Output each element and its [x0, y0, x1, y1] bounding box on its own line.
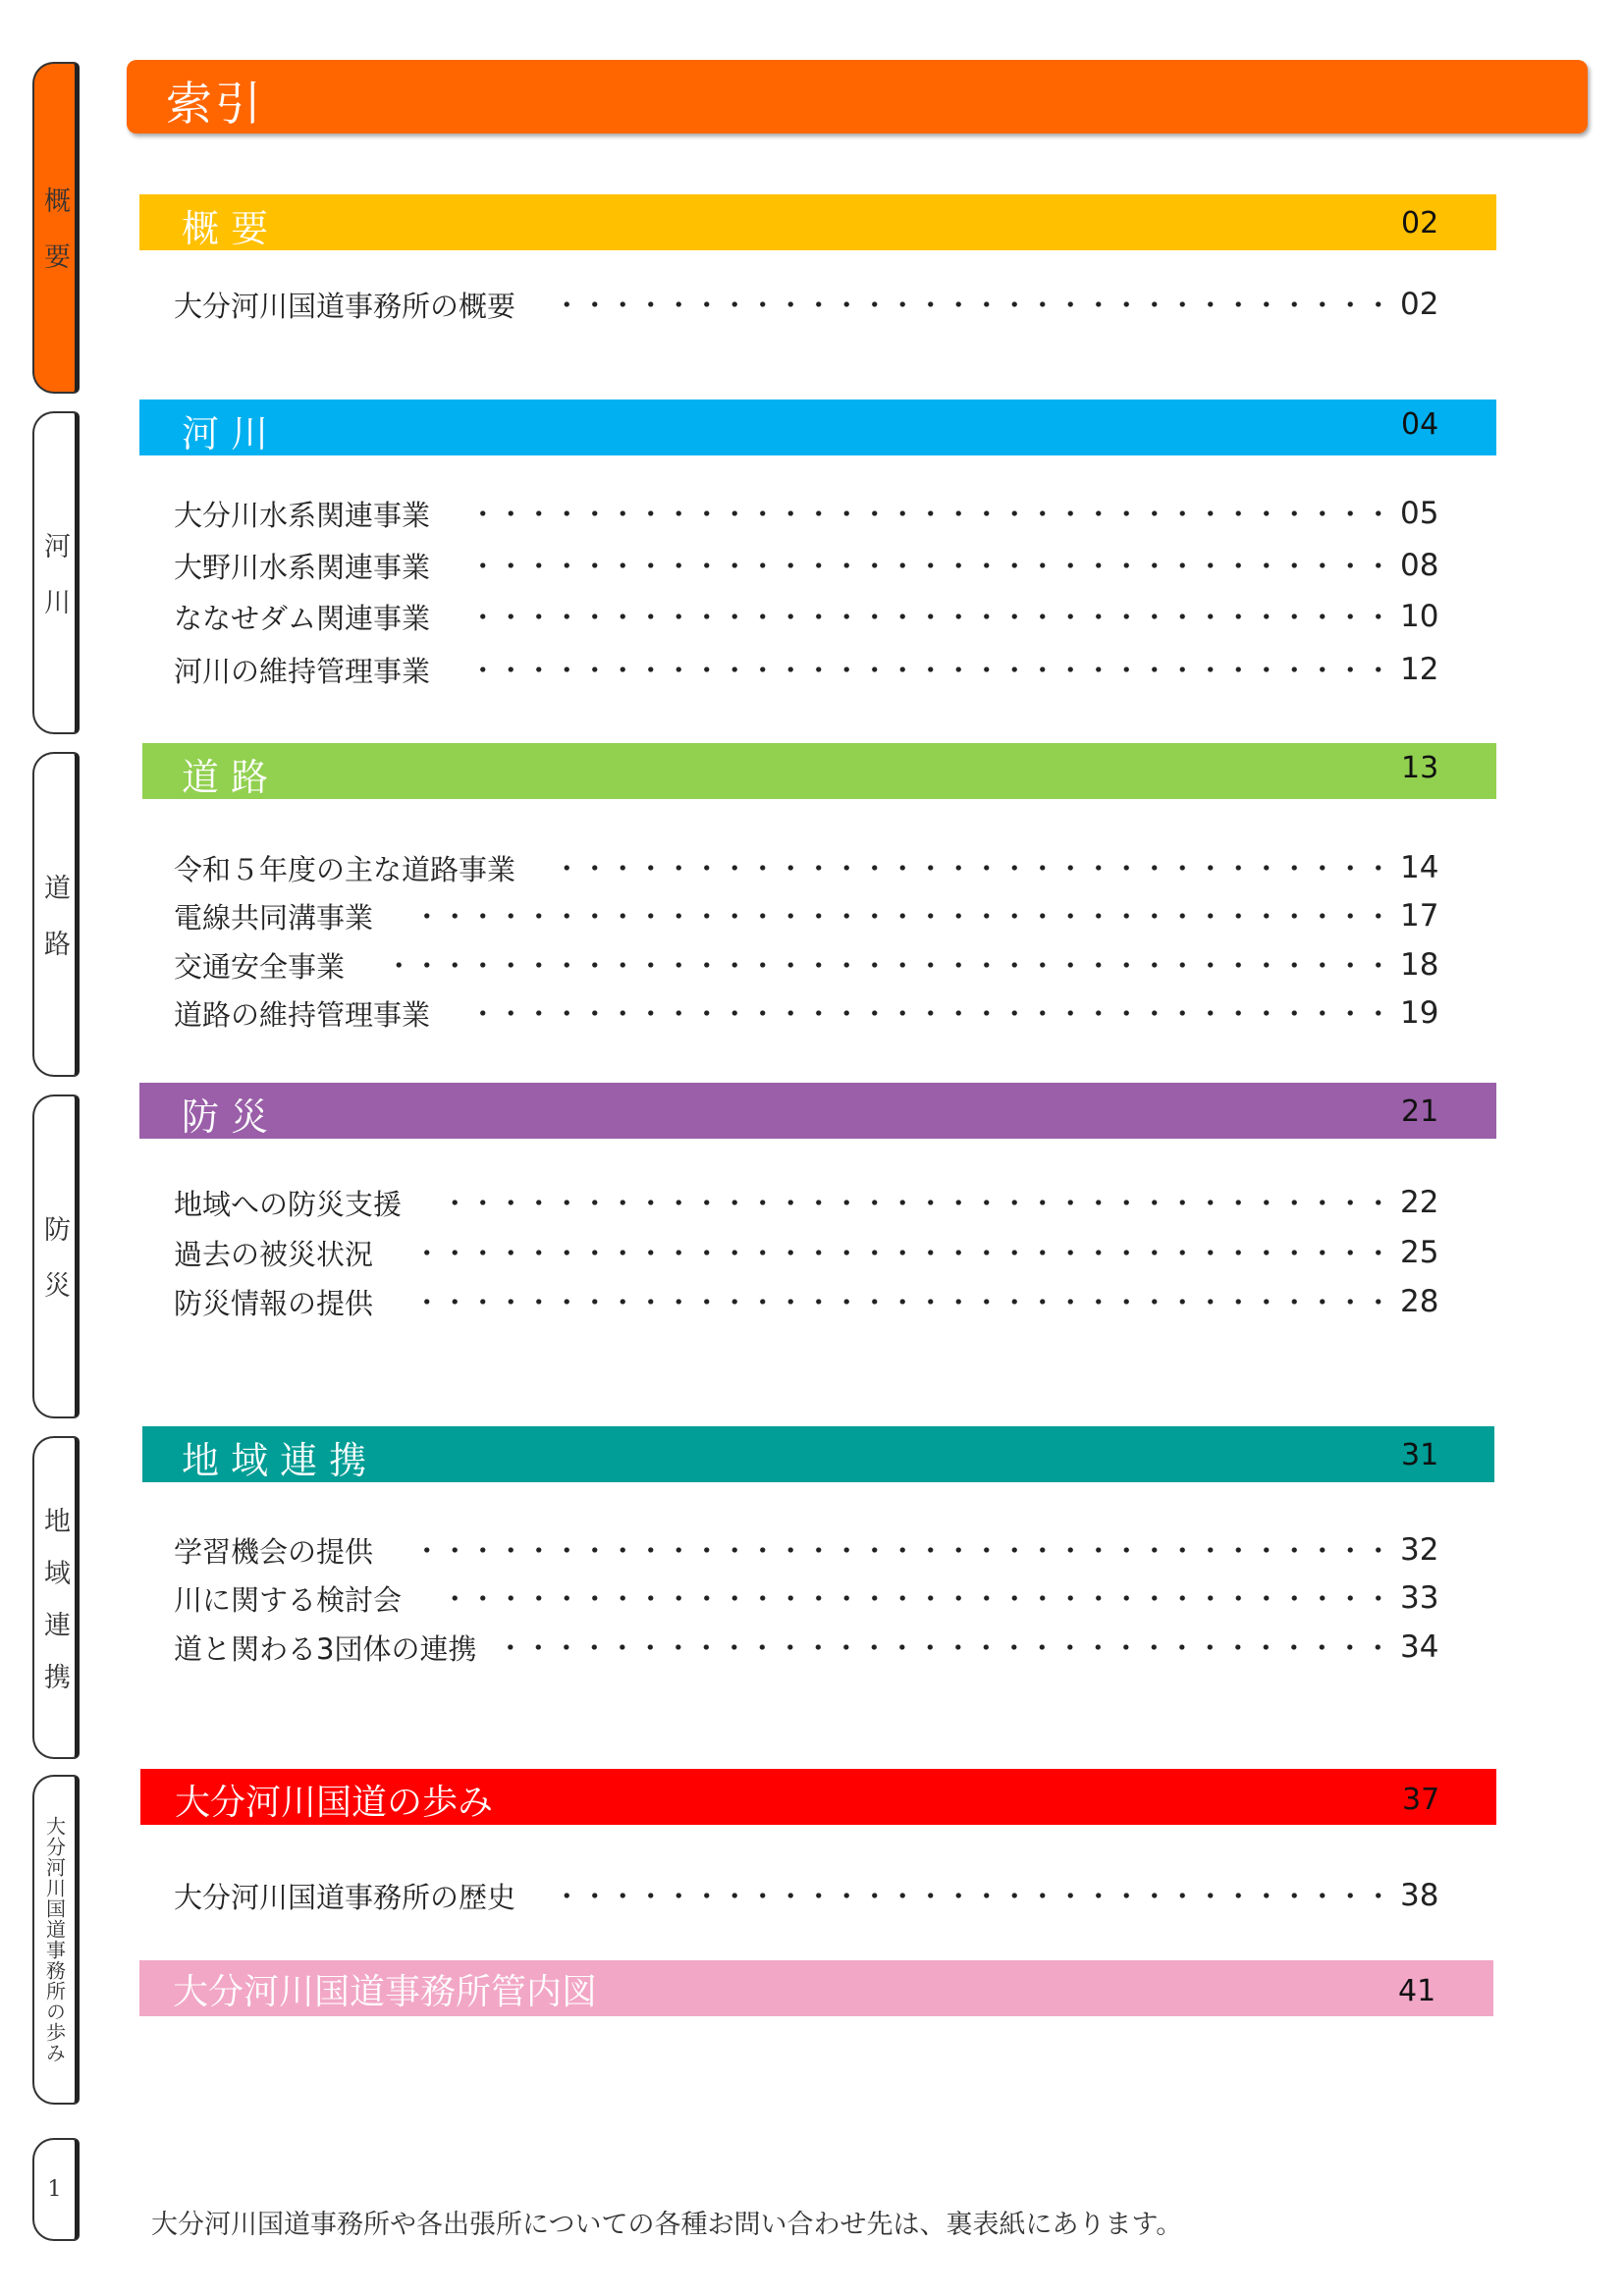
- dot-leader: [460, 510, 1392, 516]
- entry-label: 過去の被災状況: [174, 1237, 374, 1271]
- entry-label: 道と関わる3団体の連携: [174, 1631, 477, 1666]
- dot-leader: [431, 1200, 1392, 1205]
- entry-label: 地域への防災支援: [174, 1187, 403, 1221]
- section-title: 河 川: [182, 412, 269, 455]
- tab-label: 道路: [39, 873, 70, 986]
- section-title: 大分河川国道事務所管内図: [173, 1972, 598, 2012]
- entry-page: 28: [1400, 1284, 1439, 1319]
- page-number: 1: [47, 2176, 62, 2202]
- entry-page: 12: [1400, 652, 1439, 687]
- entry-label: 河川の維持管理事業: [174, 654, 431, 688]
- tab-label: 地域連携: [39, 1506, 70, 1715]
- section-bar-jurisdiction-map[interactable]: [139, 1960, 1493, 2016]
- entry-label: 大分河川国道事務所の概要: [174, 289, 516, 323]
- section-bar-regional-cooperation[interactable]: [142, 1426, 1494, 1482]
- entry-label: ななせダム関連事業: [174, 601, 431, 635]
- entry-page: 08: [1400, 548, 1439, 583]
- list-item[interactable]: [174, 1628, 1447, 1667]
- entry-label: 防災情報の提供: [174, 1286, 374, 1320]
- section-page: 13: [1401, 751, 1439, 785]
- list-item[interactable]: [174, 945, 1447, 985]
- entry-page: 19: [1400, 995, 1439, 1031]
- dot-leader: [545, 865, 1392, 871]
- section-title: 道 路: [182, 756, 269, 799]
- tab-label: 概要: [39, 187, 70, 298]
- entry-page: 02: [1400, 287, 1439, 322]
- list-item[interactable]: [174, 1282, 1447, 1321]
- entry-label: 令和５年度の主な道路事業: [174, 852, 516, 886]
- list-item[interactable]: [174, 494, 1447, 533]
- section-bar-disaster-prevention[interactable]: [139, 1083, 1496, 1139]
- tab-label: 大分河川国道事務所の歩み: [42, 1816, 67, 2063]
- entry-page: 32: [1400, 1532, 1439, 1568]
- section-page: 04: [1401, 407, 1439, 442]
- list-item[interactable]: [174, 1876, 1447, 1915]
- dot-leader: [374, 962, 1392, 968]
- list-item[interactable]: [174, 1530, 1447, 1570]
- list-item[interactable]: [174, 1578, 1447, 1618]
- entry-label: 大野川水系関連事業: [174, 550, 431, 584]
- section-title: 防 災: [182, 1095, 269, 1139]
- entry-page: 38: [1400, 1878, 1439, 1913]
- tab-regional-cooperation[interactable]: [32, 1436, 80, 1759]
- dot-leader: [460, 1010, 1392, 1016]
- tab-overview[interactable]: [32, 62, 80, 394]
- list-item[interactable]: [174, 546, 1447, 585]
- section-title: 大分河川国道の歩み: [175, 1783, 494, 1823]
- tab-label: 防災: [39, 1215, 70, 1327]
- footer-note: 大分河川国道事務所や各出張所についての各種お問い合わせ先は、裏表紙にあります。: [151, 2210, 1183, 2240]
- list-item[interactable]: [174, 650, 1447, 689]
- dot-leader: [403, 1250, 1392, 1255]
- entry-page: 17: [1400, 898, 1439, 934]
- section-page: 31: [1401, 1438, 1439, 1472]
- dot-leader: [545, 1893, 1392, 1898]
- entry-label: 学習機会の提供: [174, 1534, 374, 1569]
- entry-page: 22: [1400, 1185, 1439, 1220]
- list-item[interactable]: [174, 896, 1447, 935]
- entry-page: 33: [1400, 1580, 1439, 1616]
- entry-page: 10: [1400, 599, 1439, 634]
- section-bar-history[interactable]: [140, 1769, 1496, 1825]
- list-item[interactable]: [174, 848, 1447, 887]
- section-title: 地 域 連 携: [182, 1439, 367, 1482]
- section-title: 概 要: [182, 207, 269, 250]
- entry-label: 道路の維持管理事業: [174, 997, 431, 1032]
- list-item[interactable]: [174, 285, 1447, 324]
- page-title: 索引: [166, 78, 264, 132]
- tab-river[interactable]: [32, 411, 80, 734]
- section-bar-overview[interactable]: [139, 194, 1496, 250]
- dot-leader: [403, 913, 1392, 919]
- dot-leader: [545, 301, 1392, 307]
- entry-label: 川に関する検討会: [174, 1582, 403, 1617]
- dot-leader: [460, 614, 1392, 619]
- entry-page: 18: [1400, 947, 1439, 983]
- dot-leader: [403, 1299, 1392, 1305]
- tab-page-number: [32, 2138, 80, 2241]
- entry-page: 14: [1400, 850, 1439, 885]
- section-page: 21: [1401, 1095, 1439, 1129]
- tab-road[interactable]: [32, 752, 80, 1077]
- page-header: [127, 60, 1588, 133]
- dot-leader: [506, 1644, 1392, 1650]
- dot-leader: [460, 562, 1392, 568]
- entry-label: 電線共同溝事業: [174, 900, 374, 934]
- list-item[interactable]: [174, 993, 1447, 1033]
- entry-label: 大分河川国道事務所の歴史: [174, 1880, 516, 1914]
- entry-label: 大分川水系関連事業: [174, 498, 431, 532]
- entry-page: 34: [1400, 1629, 1439, 1665]
- tab-label: 河川: [39, 531, 70, 644]
- dot-leader: [431, 1595, 1392, 1601]
- section-page: 41: [1398, 1974, 1436, 2008]
- dot-leader: [460, 667, 1392, 672]
- section-page: 37: [1402, 1783, 1440, 1817]
- list-item[interactable]: [174, 1233, 1447, 1272]
- section-page: 02: [1401, 206, 1439, 240]
- entry-label: 交通安全事業: [174, 949, 346, 984]
- entry-page: 05: [1400, 496, 1439, 531]
- list-item[interactable]: [174, 1183, 1447, 1222]
- list-item[interactable]: [174, 597, 1447, 636]
- dot-leader: [403, 1547, 1392, 1553]
- section-bar-road[interactable]: [142, 743, 1496, 799]
- tab-history[interactable]: [32, 1775, 80, 2105]
- tab-disaster-prevention[interactable]: [32, 1095, 80, 1418]
- entry-page: 25: [1400, 1235, 1439, 1270]
- section-bar-river[interactable]: [139, 400, 1496, 455]
